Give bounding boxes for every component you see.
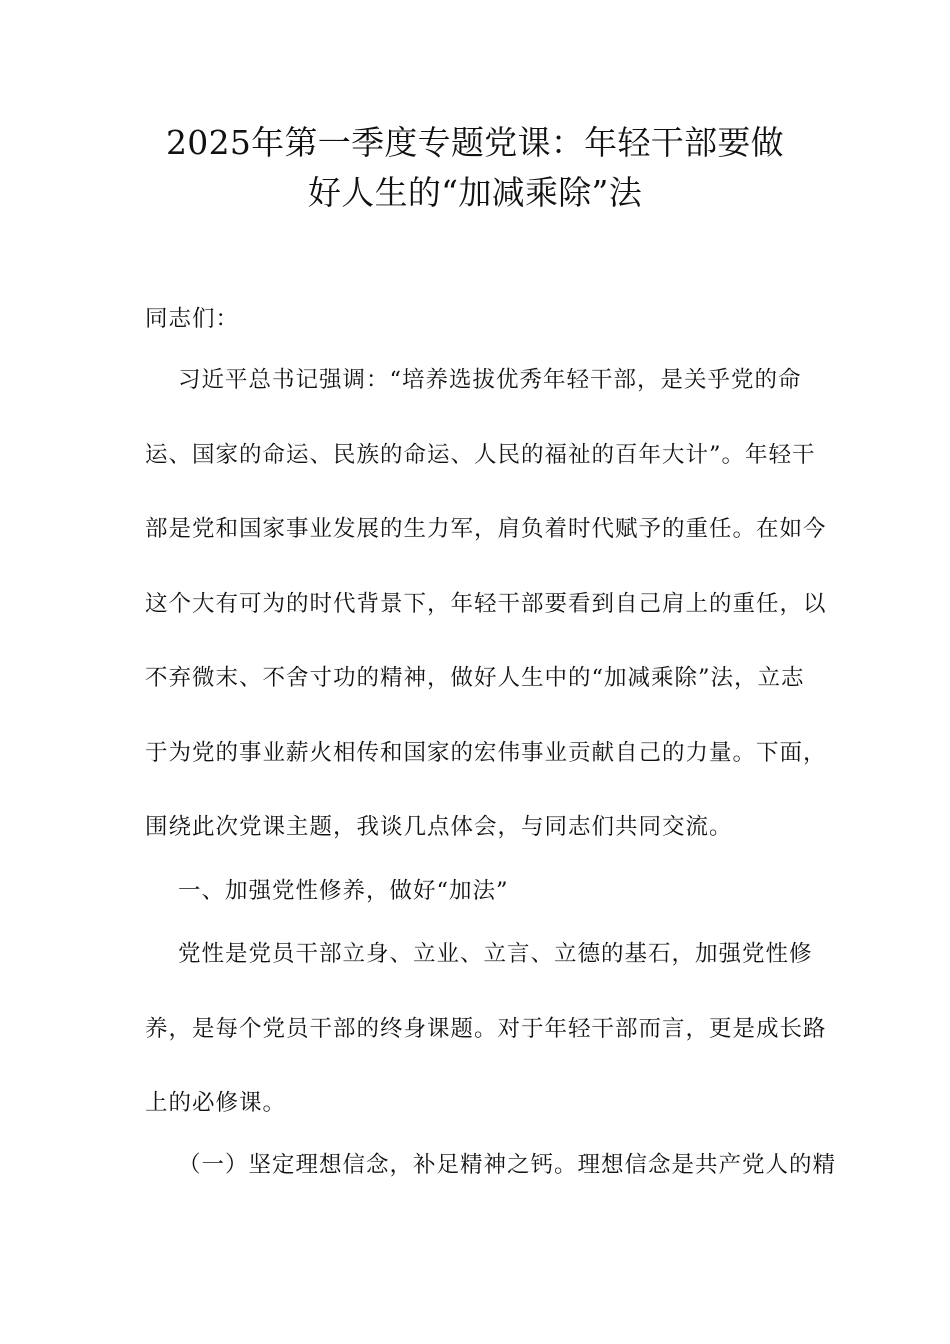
- title-line-2: 好人生的“加减乘除”法: [307, 173, 643, 212]
- paragraph-line: 运、国家的命运、民族的命运、人民的福祉的百年大计”。年轻干: [145, 441, 816, 468]
- document-title: [145, 118, 805, 218]
- subsection-heading-text: （一）坚定理想信念，补足精神之钙。理想信念是共产党人的精: [178, 1152, 837, 1178]
- paragraph-line: 上的必修课。: [145, 1090, 287, 1116]
- section-1-paragraph: [145, 917, 827, 1141]
- paragraph-line: 习近平总书记强调：“培养选拔优秀年轻干部，是关乎党的命: [178, 367, 802, 393]
- paragraph-line: 不弃微末、不舍寸功的精神，做好人生中的“加减乘除”法，立志: [145, 665, 805, 691]
- section-heading-text: 一、加强党性修养，做好“加法”: [178, 878, 509, 904]
- paragraph-line: 部是党和国家事业发展的生力军，肩负着时代赋予的重任。在如今: [145, 516, 827, 542]
- paragraph-line: 围绕此次党课主题，我谈几点体会，与同志们共同交流。: [145, 814, 733, 840]
- salutation-text: 同志们：: [145, 306, 240, 332]
- subsection-heading-1: [145, 1128, 837, 1203]
- title-line-1: 2025年第一季度专题党课：年轻干部要做: [166, 123, 784, 162]
- paragraph-line: 于为党的事业薪火相传和国家的宏伟事业贡献自己的力量。下面，: [145, 739, 827, 766]
- intro-paragraph: [145, 343, 827, 865]
- paragraph-line: 养，是每个党员干部的终身课题。对于年轻干部而言，更是成长路: [145, 1015, 827, 1042]
- paragraph-line: 党性是党员干部立身、立业、立言、立德的基石，加强党性修: [178, 941, 813, 967]
- paragraph-line: 这个大有可为的时代背景下，年轻干部要看到自己肩上的重任，以: [145, 590, 827, 617]
